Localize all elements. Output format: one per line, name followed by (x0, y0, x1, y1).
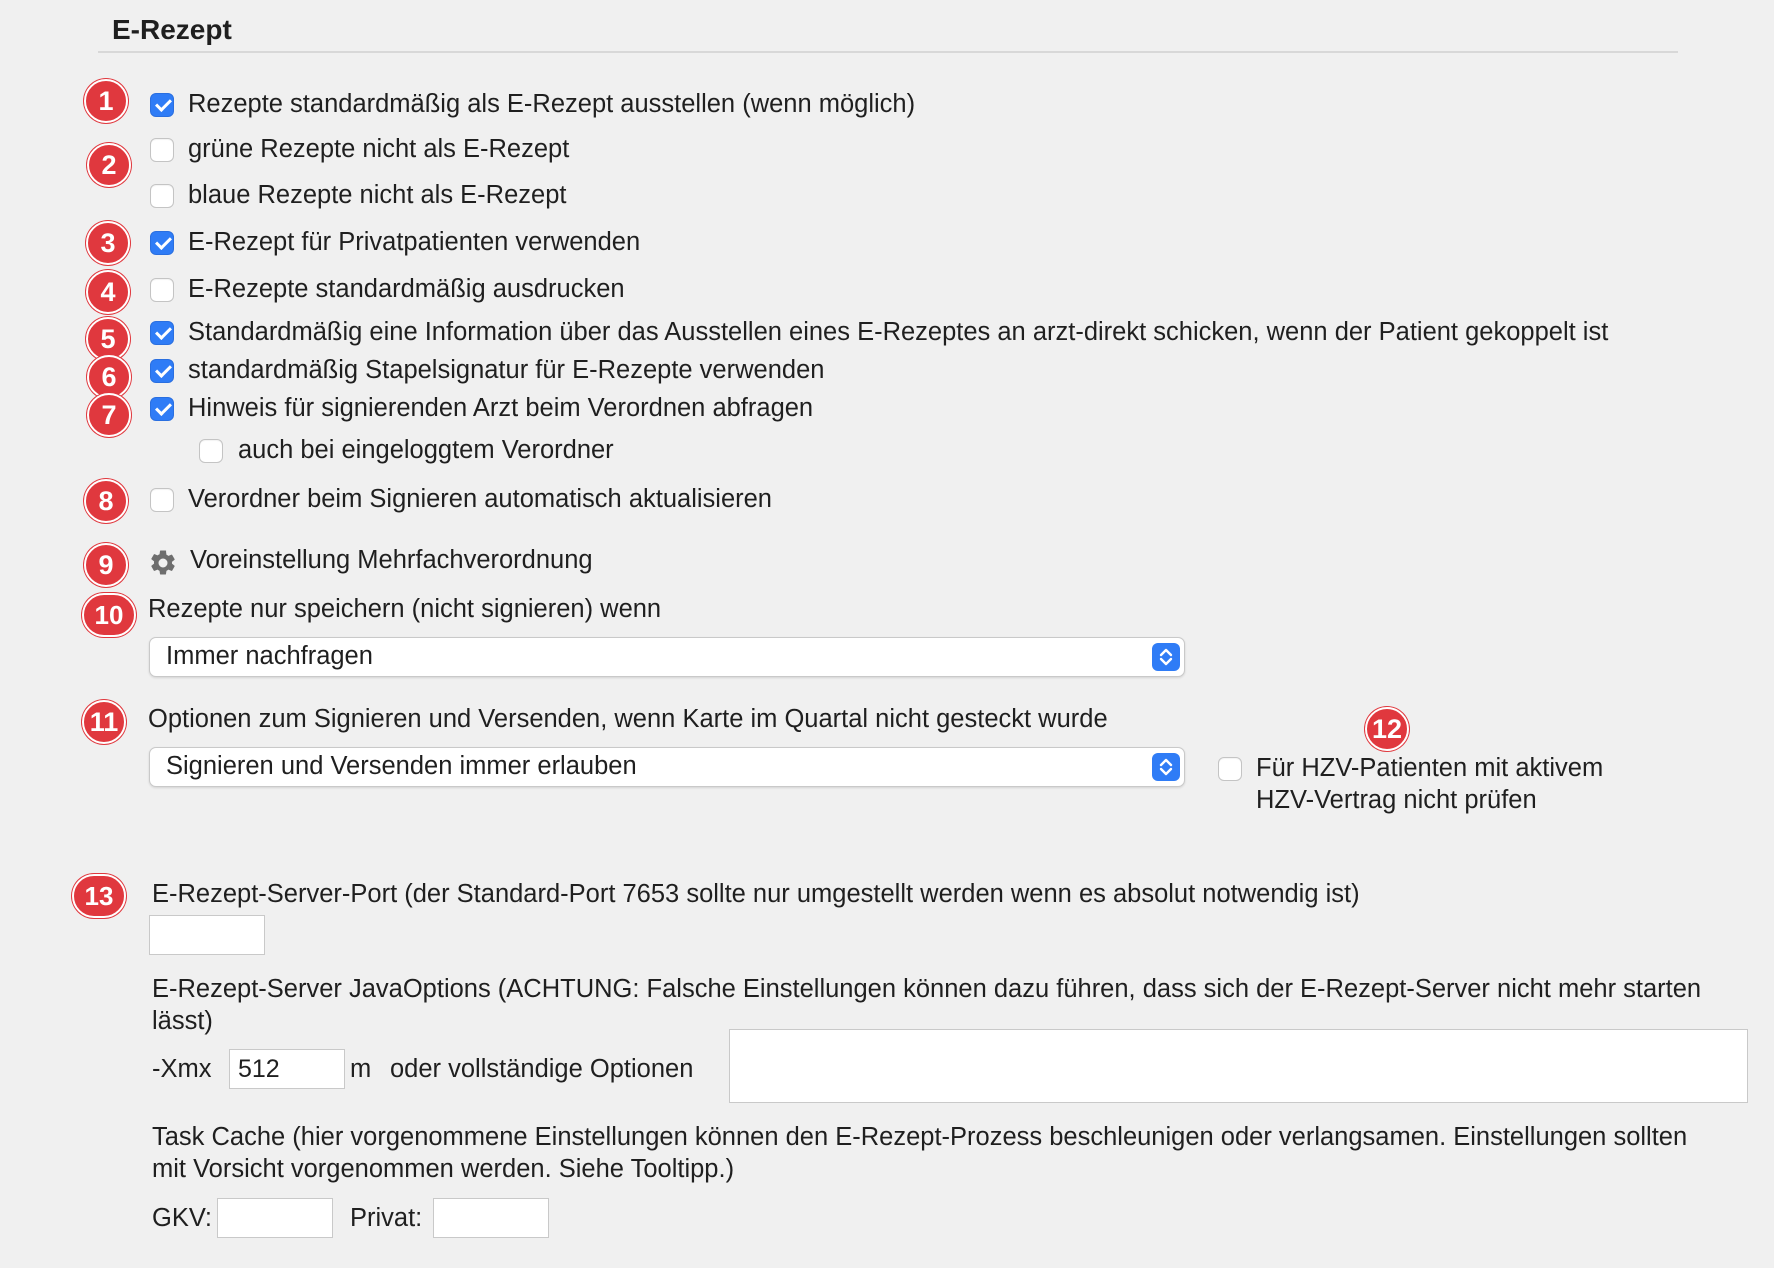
label-card-options: Optionen zum Signieren und Versenden, wenn Karte im Quartal nicht gesteckt wurde (148, 705, 1108, 733)
checkbox-green-not-e-rezept[interactable] (150, 138, 174, 162)
badge-3: 3 (86, 221, 130, 265)
label-xmx: -Xmx (152, 1055, 212, 1083)
checkbox-e-rezept-default[interactable] (150, 93, 174, 117)
label-auto-update-prescriber: Verordner beim Signieren automatisch aktualisieren (188, 485, 772, 513)
label-java-options: E-Rezept-Server JavaOptions (ACHTUNG: Falsche Einstellungen können dazu führen, dass sich der E-Rezept-Server nicht mehr starten lässt) (152, 975, 1702, 1035)
label-hzv-line1: Für HZV-Patienten mit aktivem (1256, 754, 1604, 782)
select-card-options[interactable] (149, 747, 1185, 787)
checkbox-blue-not-e-rezept[interactable] (150, 184, 174, 208)
label-e-rezept-default: Rezepte standardmäßig als E-Rezept ausstellen (wenn möglich) (188, 90, 916, 118)
select-card-options-value: Signieren und Versenden immer erlauben (166, 752, 637, 780)
label-green-not-e-rezept: grüne Rezepte nicht als E-Rezept (188, 135, 570, 163)
checkbox-print-default[interactable] (150, 278, 174, 302)
label-blue-not-e-rezept: blaue Rezepte nicht als E-Rezept (188, 181, 567, 209)
label-hzv-line2: HZV-Vertrag nicht prüfen (1256, 786, 1537, 814)
server-port-input[interactable] (149, 915, 265, 955)
chevron-updown-icon (1152, 753, 1180, 781)
label-multi-prescription[interactable]: Voreinstellung Mehrfachverordnung (190, 546, 593, 574)
select-save-only[interactable] (149, 637, 1185, 677)
badge-6: 6 (87, 355, 131, 399)
label-private-patients: E-Rezept für Privatpatienten verwenden (188, 228, 641, 256)
select-save-only-value: Immer nachfragen (166, 642, 373, 670)
badge-4: 4 (86, 270, 130, 314)
badge-5: 5 (86, 317, 130, 361)
badge-9: 9 (84, 543, 128, 587)
label-save-only: Rezepte nur speichern (nicht signieren) wenn (148, 595, 662, 623)
badge-10: 10 (82, 593, 136, 637)
checkbox-signing-doctor-hint[interactable] (150, 397, 174, 421)
badge-1: 1 (84, 79, 128, 123)
privat-input[interactable] (433, 1198, 549, 1238)
label-task-cache: Task Cache (hier vorgenommene Einstellungen können den E-Rezept-Prozess beschleunigen oder verlangsamen. Einstellungen sollten mit Vorsicht vorgenommen werden. Siehe Tooltipp.) (152, 1123, 1688, 1183)
checkbox-hzv-no-check[interactable] (1218, 757, 1242, 781)
label-full-options: oder vollständige Optionen (390, 1055, 694, 1083)
badge-7: 7 (87, 393, 131, 437)
xmx-input[interactable] (229, 1049, 345, 1089)
badge-8: 8 (84, 479, 128, 523)
label-arzt-direkt-info: Standardmäßig eine Information über das Ausstellen eines E-Rezeptes an arzt-direkt schicken, wenn der Patient gekoppelt ist (188, 318, 1609, 346)
label-print-default: E-Rezepte standardmäßig ausdrucken (188, 275, 625, 303)
label-batch-signature: standardmäßig Stapelsignatur für E-Rezepte verwenden (188, 356, 825, 384)
chevron-updown-icon (1152, 643, 1180, 671)
label-xmx-unit: m (350, 1055, 372, 1083)
gear-icon[interactable] (148, 548, 178, 578)
label-logged-in-prescriber: auch bei eingeloggtem Verordner (238, 436, 614, 464)
badge-11: 11 (82, 700, 126, 744)
checkbox-auto-update-prescriber[interactable] (150, 488, 174, 512)
gkv-input[interactable] (217, 1198, 333, 1238)
checkbox-logged-in-prescriber[interactable] (199, 439, 223, 463)
label-signing-doctor-hint: Hinweis für signierenden Arzt beim Verordnen abfragen (188, 394, 814, 422)
section-title: E-Rezept (112, 14, 232, 45)
label-privat: Privat: (350, 1204, 423, 1232)
label-server-port: E-Rezept-Server-Port (der Standard-Port 7653 sollte nur umgestellt werden wenn es absolut notwendig ist) (152, 880, 1360, 908)
section-divider (98, 51, 1678, 53)
checkbox-batch-signature[interactable] (150, 359, 174, 383)
badge-13: 13 (72, 874, 126, 918)
badge-2: 2 (87, 143, 131, 187)
label-gkv: GKV: (152, 1204, 212, 1232)
checkbox-private-patients[interactable] (150, 231, 174, 255)
full-options-input[interactable] (729, 1029, 1748, 1103)
checkbox-arzt-direkt-info[interactable] (150, 321, 174, 345)
badge-12: 12 (1365, 707, 1409, 751)
